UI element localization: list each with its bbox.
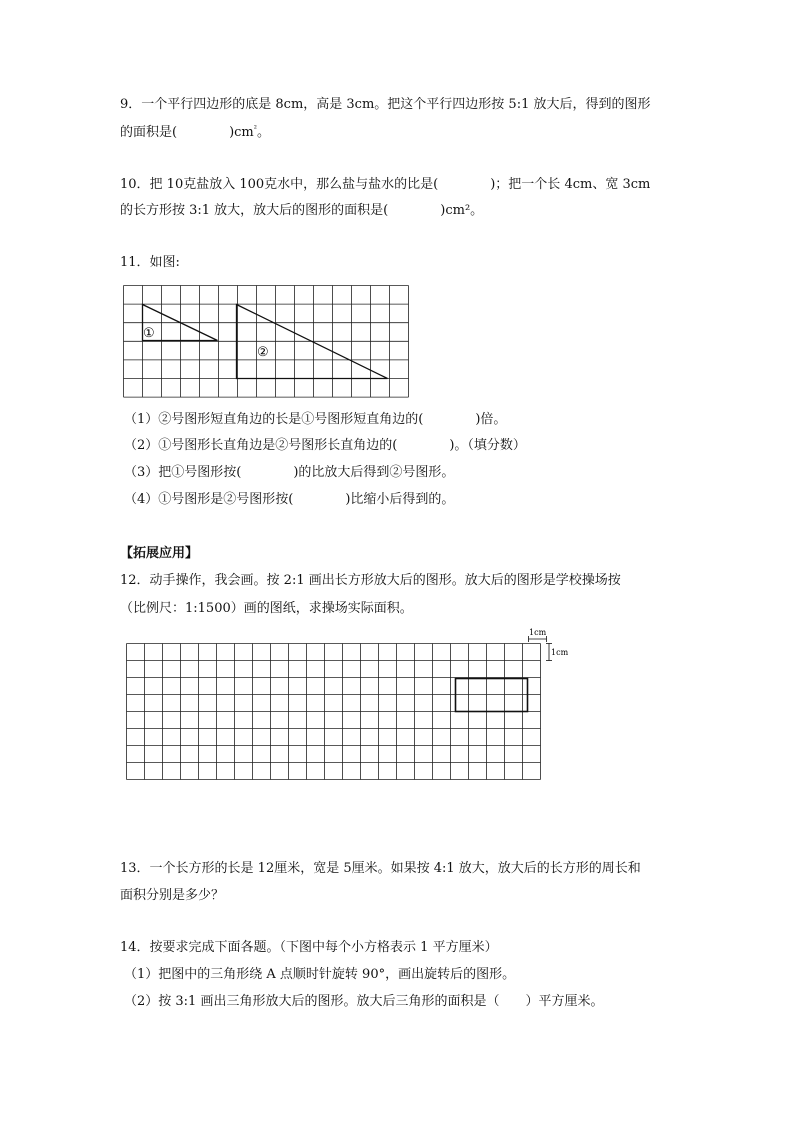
q11-grid-lines [124,286,409,398]
q10-line1: 10．把 10克盐放入 100克水中，那么盐与盐水的比是( )；把一个长 4cm、宽 3cm [120,177,651,192]
q14-sub2: （2）按 3:1 画出三角形放大后的图形。放大后三角形的面积是（ ）平方厘米。 [124,994,604,1009]
q9-line2 [120,125,270,141]
q11-sub4: （4）①号图形是②号图形按( )比缩小后得到的。 [124,492,455,507]
q11-sub2: （2）①号图形长直角边是②号图形长直角边的( )。（填分数） [124,438,526,453]
q14-line1: 14．按要求完成下面各题。（下图中每个小方格表示 1 平方厘米） [120,940,498,955]
q12-rectangle [456,679,528,712]
q13-line1: 13．一个长方形的长是 12厘米，宽是 5厘米。如果按 4:1 放大，放大后的长方形的周长和 [120,861,641,876]
q12-line1: 12．动手操作，我会画。按 2:1 画出长方形放大后的图形。放大后的图形是学校操场按 [120,573,621,588]
triangle-2-label: ② [257,345,269,360]
q9-line2-text: 的面积是( )cm [120,125,254,140]
triangle-1-label: ① [143,326,155,341]
q11-sub3: （3）把①号图形按( )的比放大后得到②号图形。 [124,465,455,480]
q13-line2: 面积分别是多少？ [120,888,225,903]
q14-sub1: （1）把图中的三角形绕 A 点顺时针旋转 90°，画出旋转后的图形。 [124,967,516,982]
scale-h-label: 1cm [529,628,547,637]
q11-title: 11．如图: [120,255,180,270]
scale-v-label: 1cm [551,648,569,657]
q12-grid-figure [120,622,580,782]
q9-line2-end: 。 [256,125,270,140]
q11-grid-figure [120,282,410,400]
q10-line2: 的长方形按 3:1 放大，放大后的图形的面积是( )cm²。 [120,203,484,218]
q9-line1: 9．一个平行四边形的底是 8cm，高是 3cm。把这个平行四边形按 5:1 放大后，得到的图形 [120,97,651,112]
q11-sub1: （1）②号图形短直角边的长是①号图形短直角边的( )倍。 [124,412,507,427]
section-title: 【拓展应用】 [120,546,199,561]
q9-unit-superscript: ² [253,124,257,133]
q12-line2: （比例尺：1:1500）画的图纸，求操场实际面积。 [120,601,413,616]
